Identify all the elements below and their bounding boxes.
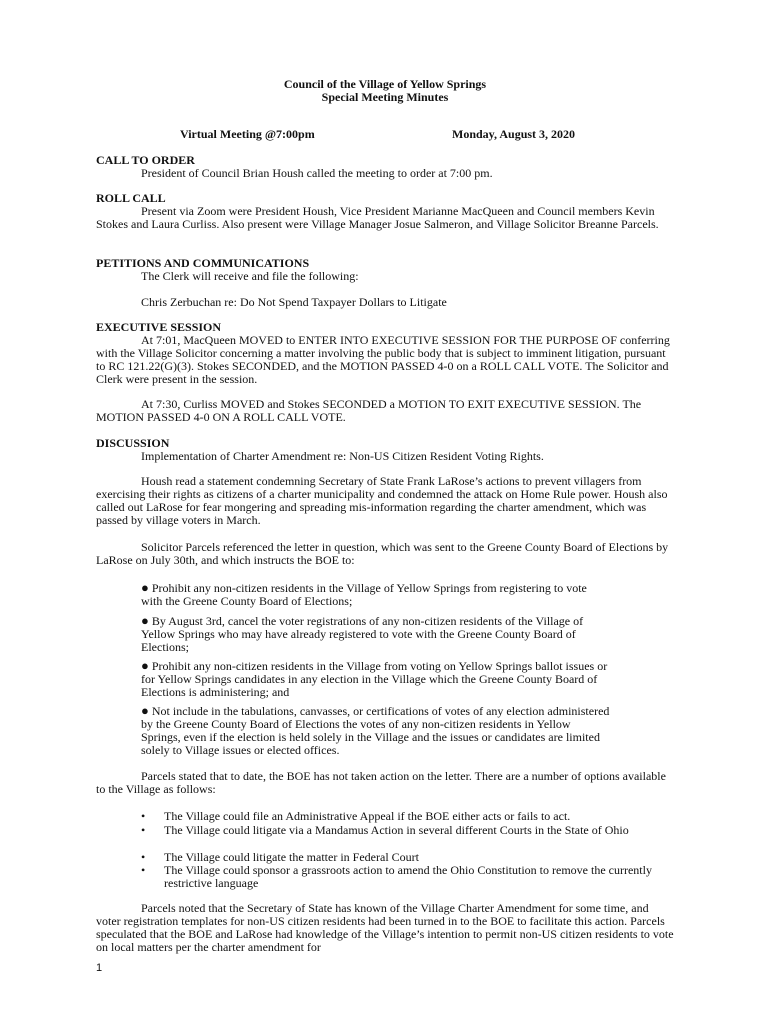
section-heading-executive-session: EXECUTIVE SESSION	[96, 320, 222, 334]
option-text: The Village could litigate via a Mandamus Action in several different Courts in the State of Ohio	[164, 823, 629, 837]
call-to-order-text: President of Council Brian Housh called the meeting to order at 7:00 pm.	[141, 166, 493, 180]
instruction-text: Prohibit any non-citizen residents in the Village from voting on Yellow Springs ballot issues or for Yellow Springs candidates in any election in the Village which the Greene County Board of Elections is administering; and	[141, 659, 608, 699]
petitions-item: Chris Zerbuchan re: Do Not Spend Taxpayer Dollars to Litigate	[141, 295, 447, 309]
bullet-icon: ●	[141, 613, 149, 628]
option-item	[141, 824, 681, 837]
discussion-paragraph: Solicitor Parcels referenced the letter in question, which was sent to the Greene County Board of Elections by LaRose on July 30th, and which instructs the BOE to:	[96, 540, 669, 567]
page-number: 1	[96, 962, 103, 974]
executive-session-paragraph: At 7:01, MacQueen MOVED to ENTER INTO EXECUTIVE SESSION FOR THE PURPOSE OF conferring with the Village Solicitor concerning a matter involving the public body that is subject to imminent litigation, pursuant to RC 121.22(G)(3). Stokes SECONDED, and the MOTION PASSED 4-0 on a ROLL CALL VOTE. The Solicitor and Clerk were present in the session.	[96, 333, 670, 386]
meeting-type: Virtual Meeting @7:00pm	[180, 127, 315, 141]
discussion-paragraph: Housh read a statement condemning Secretary of State Frank LaRose’s actions to prevent villagers from exercising their rights as citizens of a charter municipality and condemned the attack on Home Rule power. Housh also called out LaRose for fear mongering and spreading mis-information regarding the charter amendment, which was passed by village voters in March.	[96, 474, 668, 527]
section-heading-discussion: DISCUSSION	[96, 436, 170, 450]
instruction-item	[141, 614, 611, 654]
bullet-icon: ●	[141, 580, 149, 595]
section-heading-petitions: PETITIONS AND COMMUNICATIONS	[96, 256, 310, 270]
document-subtitle: Special Meeting Minutes	[321, 90, 449, 104]
option-item	[141, 810, 681, 823]
instruction-text: By August 3rd, cancel the voter registrations of any non-citizen residents of the Village of Yellow Springs who may have already registered to vote with the Greene County Board of Elections;	[141, 614, 584, 654]
instruction-item	[141, 581, 611, 608]
meeting-date: Monday, August 3, 2020	[452, 127, 576, 141]
instruction-text: Prohibit any non-citizen residents in the Village of Yellow Springs from registering to vote with the Greene County Board of Elections;	[141, 581, 587, 608]
section-heading-call-to-order: CALL TO ORDER	[96, 153, 195, 167]
bullet-icon: •	[141, 809, 146, 823]
discussion-paragraph: Parcels noted that the Secretary of State has known of the Village Charter Amendment for some time, and voter registration templates for non-US citizen residents had been turned in to the BOE to facilitate this action. Parcels speculated that the BOE and LaRose had knowledge of the Village’s intention to permit non-US citizen residents to vote on local matters per the charter amendment for	[96, 901, 674, 954]
option-text: The Village could file an Administrative Appeal if the BOE either acts or fails to act.	[164, 809, 571, 823]
bullet-icon: ●	[141, 658, 149, 673]
bullet-icon: •	[141, 850, 146, 864]
petitions-text: The Clerk will receive and file the following:	[141, 269, 359, 283]
bullet-icon: ●	[141, 703, 149, 718]
instruction-item	[141, 704, 611, 757]
discussion-topic: Implementation of Charter Amendment re: Non-US Citizen Resident Voting Rights.	[141, 449, 544, 463]
option-item	[141, 864, 681, 890]
bullet-icon: •	[141, 863, 146, 877]
roll-call-text: Present via Zoom were President Housh, Vice President Marianne MacQueen and Council members Kevin Stokes and Laura Curliss. Also present were Village Manager Josue Salmeron, and Village Solicitor Breanne Parcels.	[96, 204, 659, 231]
executive-session-paragraph: At 7:30, Curliss MOVED and Stokes SECONDED a MOTION TO EXIT EXECUTIVE SESSION. The MOTION PASSED 4-0 ON A ROLL CALL VOTE.	[96, 397, 642, 424]
bullet-icon: •	[141, 823, 146, 837]
instruction-item	[141, 659, 611, 699]
section-heading-roll-call: ROLL CALL	[96, 191, 166, 205]
document-title: Council of the Village of Yellow Springs	[283, 77, 487, 91]
option-text: The Village could sponsor a grassroots action to amend the Ohio Constitution to remove the currently restrictive language	[164, 863, 652, 890]
discussion-paragraph: Parcels stated that to date, the BOE has not taken action on the letter. There are a number of options available to the Village as follows:	[96, 769, 666, 796]
instruction-text: Not include in the tabulations, canvasses, or certifications of votes of any election administered by the Greene County Board of Elections the votes of any non-citizen residents in Yellow Springs, even if the election is held solely in the Village and the issues or candidates are limited solely to Village issues or elected offices.	[141, 704, 610, 757]
option-text: The Village could litigate the matter in Federal Court	[164, 850, 419, 864]
